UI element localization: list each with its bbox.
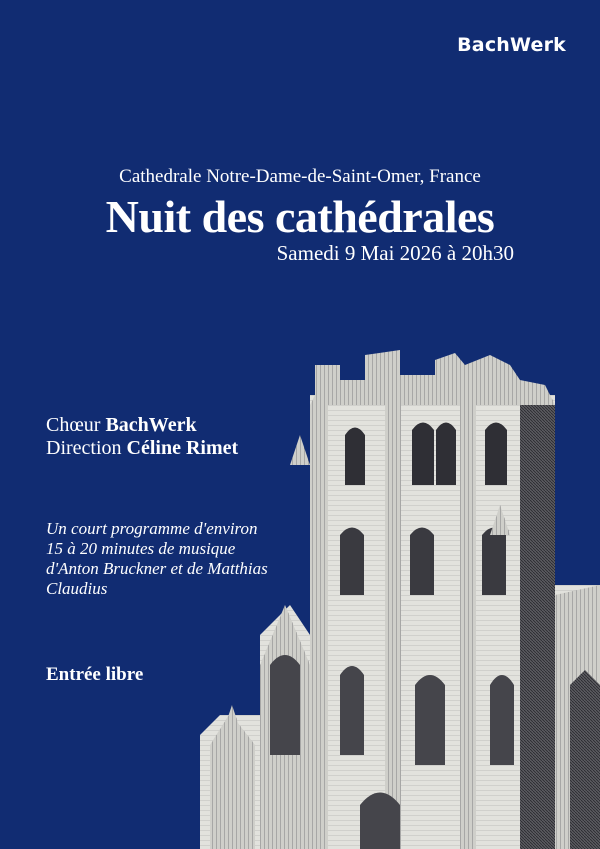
- event-date: Samedi 9 Mai 2026 à 20h30: [276, 241, 514, 265]
- choir-name: BachWerk: [105, 414, 197, 436]
- brand-logo: BachWerk: [457, 34, 566, 56]
- cathedral-illustration: [200, 335, 600, 849]
- event-title: Nuit des cathédrales: [105, 191, 495, 242]
- venue-line: Cathedrale Notre-Dame-de-Saint-Omer, France: [119, 166, 481, 187]
- director-name: Céline Rimet: [126, 437, 239, 459]
- direction-label: Direction: [46, 437, 122, 459]
- choir-label: Chœur: [46, 414, 101, 436]
- programme-description: Un court programme d'environ 15 à 20 minutes de musique d'Anton Bruckner et de Matthias Claudius: [46, 519, 268, 598]
- entry-info: Entrée libre: [46, 664, 144, 685]
